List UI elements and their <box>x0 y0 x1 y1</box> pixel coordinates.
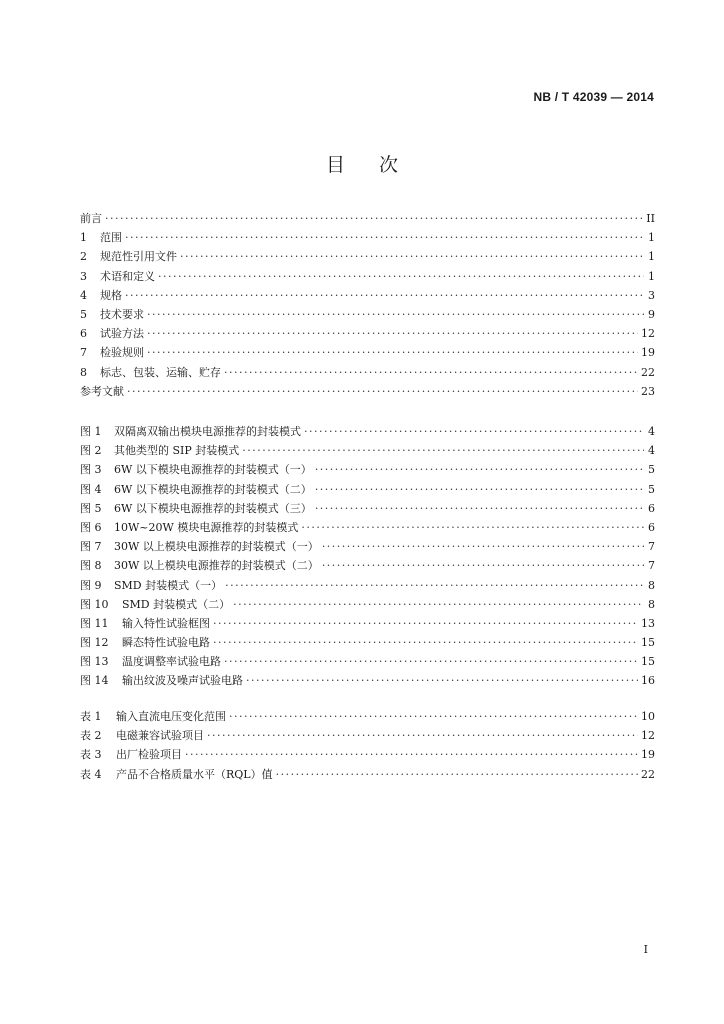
toc-entry-page: 23 <box>641 384 655 398</box>
toc-entry-page: II <box>646 212 655 225</box>
toc-leader-dots <box>301 518 644 537</box>
toc-entry-label: 输入特性试验框图 <box>122 616 210 630</box>
toc-entry-number: 4 <box>80 288 87 302</box>
toc-entry-label: SMD 封装模式（一） <box>114 578 223 592</box>
toc-entry-number: 表 1 <box>80 710 102 723</box>
toc-entry-page: 12 <box>641 729 655 743</box>
toc-entry-section-7[interactable] <box>80 343 655 362</box>
toc-entry-number: 表 4 <box>80 767 102 781</box>
toc-entry-label: 产品不合格质量水平（RQL）值 <box>116 767 273 781</box>
standard-code: NB / T 42039 — 2014 <box>533 90 654 104</box>
toc-entry-page: 15 <box>641 655 655 669</box>
toc-entry-page: 3 <box>648 288 655 302</box>
toc-entry-page: 22 <box>641 365 655 379</box>
toc-entry-number: 图 2 <box>80 444 102 458</box>
toc-entry-page: 15 <box>641 636 655 650</box>
toc-entry-number: 图 13 <box>80 655 109 669</box>
toc-entry-references[interactable] <box>80 382 655 401</box>
toc-entry-label: 试验方法 <box>100 327 144 341</box>
toc-entry-foreword[interactable] <box>80 209 655 228</box>
toc-entry-section-1[interactable] <box>80 228 655 247</box>
toc-leader-dots <box>158 267 644 286</box>
toc-entry-table-2[interactable] <box>80 726 655 745</box>
toc-entry-page: 1 <box>648 250 655 264</box>
toc-leader-dots <box>127 382 638 401</box>
toc-entry-label: 6W 以下模块电源推荐的封装模式（三） <box>114 501 312 515</box>
toc-tables <box>80 707 655 784</box>
toc-leader-dots <box>180 247 644 266</box>
toc-entry-label: 输出纹波及噪声试验电路 <box>122 674 243 688</box>
toc-entry-number: 图 7 <box>80 540 102 554</box>
toc-entry-label: 其他类型的 SIP 封装模式 <box>114 444 240 458</box>
toc-entry-label: 检验规则 <box>100 346 144 360</box>
toc-leader-dots <box>304 422 644 441</box>
toc-entry-figure-7[interactable] <box>80 537 655 556</box>
toc-entry-number: 3 <box>80 269 87 283</box>
toc-entry-section-5[interactable] <box>80 305 655 324</box>
toc-entry-page: 4 <box>648 425 655 438</box>
toc-entry-label: 输入直流电压变化范围 <box>116 710 226 723</box>
toc-entry-page: 9 <box>648 307 655 321</box>
toc-entry-figure-5[interactable] <box>80 499 655 518</box>
toc-entry-page: 19 <box>641 748 655 762</box>
toc-leader-dots <box>213 614 638 633</box>
toc-entry-number: 图 3 <box>80 463 102 477</box>
toc-entry-label: 范围 <box>100 231 122 245</box>
toc-leader-dots <box>276 765 638 784</box>
toc-entry-number: 1 <box>80 231 87 245</box>
page-title: 目次 <box>325 154 432 176</box>
toc-entry-number: 2 <box>80 250 87 264</box>
toc-leader-dots <box>225 576 644 595</box>
toc-entry-label: 规格 <box>100 288 122 302</box>
toc-leader-dots <box>207 726 638 745</box>
toc-entry-label: 前言 <box>80 212 102 225</box>
toc-entry-section-3[interactable] <box>80 267 655 286</box>
toc-entry-number: 图 4 <box>80 482 102 496</box>
toc-entry-number: 图 1 <box>80 425 102 438</box>
toc-entry-page: 5 <box>648 463 655 477</box>
toc-entry-label: 规范性引用文件 <box>100 250 177 264</box>
toc-leader-dots <box>315 480 644 499</box>
toc-entry-number: 表 3 <box>80 748 102 762</box>
toc-entry-label: 参考文献 <box>80 384 124 398</box>
toc-leader-dots <box>185 745 638 764</box>
toc-entry-figure-2[interactable] <box>80 441 655 460</box>
toc-entry-label: 温度调整率试验电路 <box>122 655 221 669</box>
toc-entry-label: 出厂检验项目 <box>116 748 182 762</box>
toc-leader-dots <box>105 209 643 228</box>
toc-entry-page: 6 <box>648 520 655 534</box>
toc-entry-page: 7 <box>648 559 655 573</box>
toc-entry-table-1[interactable] <box>80 707 655 726</box>
toc-entry-figure-8[interactable] <box>80 556 655 575</box>
toc-leader-dots <box>147 343 638 362</box>
toc-entry-page: 16 <box>641 674 655 688</box>
toc-entry-number: 图 10 <box>80 597 109 611</box>
toc-entry-figure-13[interactable] <box>80 652 655 671</box>
toc-entry-figure-4[interactable] <box>80 480 655 499</box>
toc-entry-number: 8 <box>80 365 87 379</box>
toc-entry-page: 1 <box>648 231 655 245</box>
toc-entry-label: 10W~20W 模块电源推荐的封装模式 <box>114 520 299 534</box>
toc-entry-section-8[interactable] <box>80 363 655 382</box>
toc-leader-dots <box>224 652 638 671</box>
toc-entry-label: 标志、包装、运输、贮存 <box>100 365 221 379</box>
toc-entry-page: 5 <box>648 482 655 496</box>
toc-entry-label: 6W 以下模块电源推荐的封装模式（二） <box>114 482 312 496</box>
toc-entry-number: 图 11 <box>80 616 109 630</box>
toc-leader-dots <box>125 286 644 305</box>
toc-leader-dots <box>147 305 644 324</box>
toc-leader-dots <box>213 633 638 652</box>
toc-entry-table-4[interactable] <box>80 765 655 784</box>
toc-entry-figure-14[interactable] <box>80 671 655 690</box>
toc-entry-label: SMD 封装模式（二） <box>122 597 231 611</box>
toc-entry-page: 7 <box>648 540 655 554</box>
toc-entry-page: 13 <box>641 616 655 630</box>
toc-entry-number: 图 8 <box>80 559 102 573</box>
toc-entry-number: 7 <box>80 346 87 360</box>
toc-entry-number: 5 <box>80 307 87 321</box>
toc-entry-figure-11[interactable] <box>80 614 655 633</box>
toc-entry-number: 图 5 <box>80 501 102 515</box>
toc-entry-label: 6W 以下模块电源推荐的封装模式（一） <box>114 463 312 477</box>
toc-entry-page: 12 <box>641 327 655 341</box>
toc-entry-number: 图 14 <box>80 674 109 688</box>
toc-leader-dots <box>242 441 644 460</box>
toc-entry-page: 10 <box>641 710 655 723</box>
toc-entry-figure-9[interactable] <box>80 576 655 595</box>
toc-leader-dots <box>147 324 638 343</box>
toc-entry-section-6[interactable] <box>80 324 655 343</box>
toc-entry-figure-12[interactable] <box>80 633 655 652</box>
toc-entry-number: 图 12 <box>80 636 109 650</box>
toc-leader-dots <box>125 228 644 247</box>
toc-leader-dots <box>322 556 644 575</box>
toc-entry-label: 双隔离双输出模块电源推荐的封装模式 <box>114 425 301 438</box>
toc-entry-number: 6 <box>80 327 87 341</box>
toc-entry-number: 图 9 <box>80 578 102 592</box>
toc-entry-number: 表 2 <box>80 729 102 743</box>
toc-entry-figure-6[interactable] <box>80 518 655 537</box>
toc-entry-page: 22 <box>641 767 655 781</box>
toc-figures <box>80 422 655 691</box>
toc-entry-label: 术语和定义 <box>100 269 155 283</box>
toc-leader-dots <box>233 595 644 614</box>
toc-leader-dots <box>315 460 644 479</box>
toc-sections <box>80 209 655 401</box>
toc-leader-dots <box>229 707 638 726</box>
toc-entry-section-2[interactable] <box>80 247 655 266</box>
page-number: I <box>643 943 648 956</box>
toc-entry-label: 电磁兼容试验项目 <box>116 729 204 743</box>
toc-entry-page: 4 <box>648 444 655 458</box>
toc-entry-label: 技术要求 <box>100 307 144 321</box>
toc-entry-page: 19 <box>641 346 655 360</box>
toc-entry-label: 瞬态特性试验电路 <box>122 636 210 650</box>
toc-entry-label: 30W 以上模块电源推荐的封装模式（二） <box>114 559 319 573</box>
toc-entry-page: 6 <box>648 501 655 515</box>
toc-entry-figure-3[interactable] <box>80 460 655 479</box>
toc-entry-figure-1[interactable] <box>80 422 655 441</box>
toc-entry-page: 8 <box>648 597 655 611</box>
toc-leader-dots <box>322 537 644 556</box>
toc-entry-page: 8 <box>648 578 655 592</box>
toc-entry-page: 1 <box>648 269 655 283</box>
toc-leader-dots <box>315 499 644 518</box>
toc-leader-dots <box>246 671 638 690</box>
toc-leader-dots <box>224 363 638 382</box>
toc-entry-section-4[interactable] <box>80 286 655 305</box>
toc-entry-figure-10[interactable] <box>80 595 655 614</box>
toc-entry-table-3[interactable] <box>80 745 655 764</box>
toc-entry-label: 30W 以上模块电源推荐的封装模式（一） <box>114 540 319 554</box>
toc-entry-number: 图 6 <box>80 520 102 534</box>
